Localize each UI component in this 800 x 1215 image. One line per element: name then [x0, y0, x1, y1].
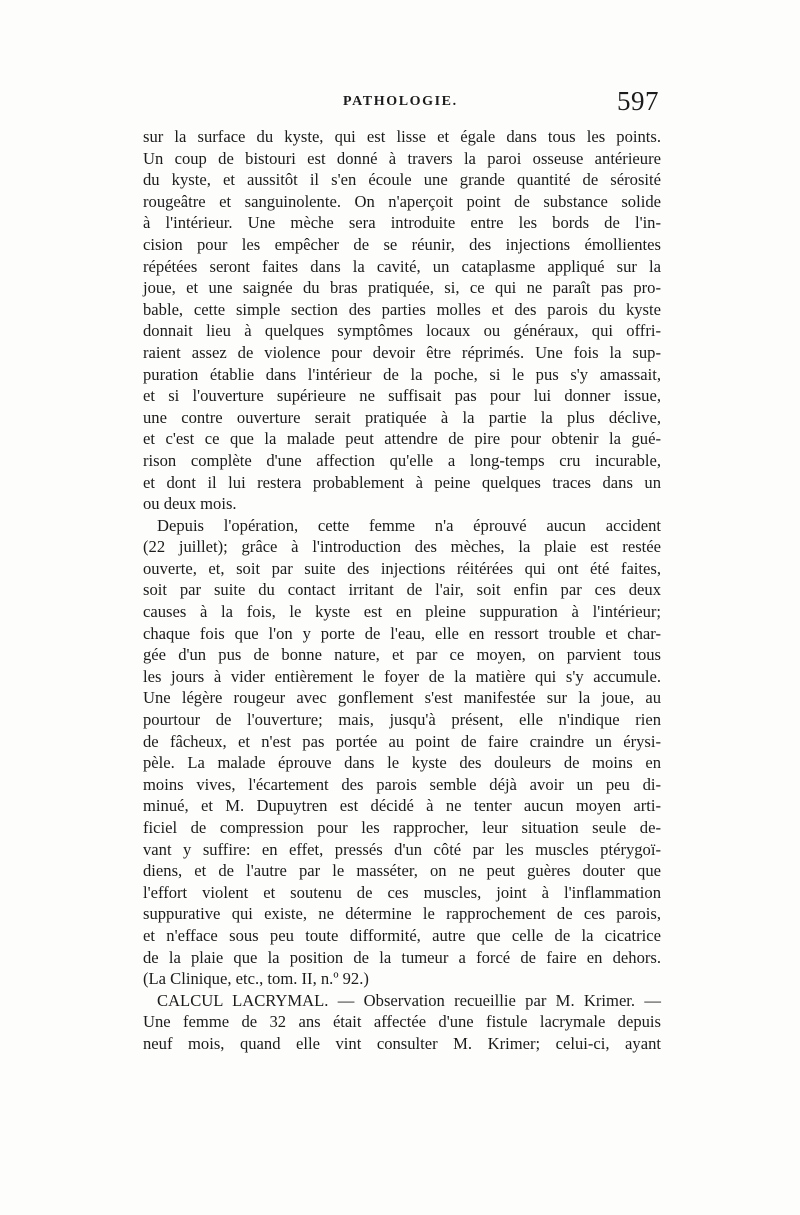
text-line: cision pour les empêcher de se réunir, des injections émollientes	[143, 234, 661, 254]
text-line: diens, et de l'autre par le masséter, on ne peut guères douter que	[143, 861, 661, 881]
text-line: et si l'ouverture supérieure ne suffisait pas pour lui donner issue,	[143, 386, 661, 406]
text-line: pèle. La malade éprouve dans le kyste des douleurs de moins en	[143, 753, 661, 773]
text-line: de fâcheux, et n'est pas portée au point de faire craindre un érysi-	[143, 731, 661, 751]
text-line: donnait lieu à quelques symptômes locaux ou généraux, qui offri-	[143, 321, 661, 341]
text-line: pourtour de l'ouverture; mais, jusqu'à présent, elle n'indique rien	[143, 710, 661, 730]
text-line: (La Clinique, etc., tom. II, n.º 92.)	[143, 969, 369, 989]
text-line: Depuis l'opération, cette femme n'a éprouvé aucun accident	[157, 515, 661, 535]
text-line: ficiel de compression pour les rapprocher, leur situation seule de-	[143, 818, 661, 837]
body-text	[143, 126, 661, 1055]
text-line: et c'est ce que la malade peut attendre de pire pour obtenir la gué-	[143, 429, 661, 449]
text-line: neuf mois, quand elle vint consulter M. Krimer; celui-ci, ayant	[143, 1033, 661, 1053]
text-line: sur la surface du kyste, qui est lisse et égale dans tous les points.	[143, 127, 661, 146]
text-line: bable, cette simple section des parties molles et des parois du kyste	[143, 299, 661, 319]
text-line: et n'efface sous peu toute difformité, autre que celle de la cicatrice	[143, 925, 661, 945]
text-line: Une légère rougeur avec gonflement s'est manifestée sur la joue, au	[143, 688, 661, 708]
text-line: Un coup de bistouri est donné à travers la paroi osseuse antérieure	[143, 148, 661, 168]
text-line: minué, et M. Dupuytren est décidé à ne tenter aucun moyen arti-	[143, 796, 661, 816]
text-line: Une femme de 32 ans était affectée d'une fistule lacrymale depuis	[143, 1012, 661, 1032]
text-line: vant y suffire: en effet, pressés d'un côté par les muscles ptérygoï-	[143, 839, 661, 859]
text-line: répétées seront faites dans la cavité, un cataplasme appliqué sur la	[143, 256, 661, 276]
text-line: (22 juillet); grâce à l'introduction des mèches, la plaie est restée	[143, 537, 661, 557]
text-line: les jours à vider entièrement le foyer de la matière qui s'y accumule.	[143, 666, 661, 686]
text-line: chaque fois que l'on y porte de l'eau, elle en ressort trouble et char-	[143, 623, 661, 643]
page-header	[143, 88, 661, 122]
text-line: CALCUL LACRYMAL. — Observation recueillie par M. Krimer. —	[157, 990, 661, 1010]
text-line: puration établie dans l'intérieur de la poche, si le pus s'y amassait,	[143, 364, 661, 384]
text-line: rison complète d'une affection qu'elle a long-temps cru incurable,	[143, 450, 661, 470]
text-line: du kyste, et aussitôt il s'en écoule une grande quantité de sérosité	[143, 170, 661, 190]
running-head: PATHOLOGIE.	[343, 94, 458, 109]
text-line: soit par suite du contact irritant de l'air, soit enfin par ces deux	[143, 580, 661, 600]
text-line: causes à la fois, le kyste est en pleine suppuration à l'intérieur;	[143, 602, 661, 622]
text-line: rougeâtre et sanguinolente. On n'aperçoit point de substance solide	[143, 191, 661, 211]
text-line: gée d'un pus de bonne nature, et par ce moyen, on parvient tous	[143, 645, 661, 665]
text-line: une contre ouverture serait pratiquée à la partie la plus déclive,	[143, 407, 661, 427]
text-line: ou deux mois.	[143, 494, 237, 514]
text-line: l'effort violent et soutenu de ces muscles, joint à l'inflammation	[143, 882, 661, 902]
page-number: 597	[617, 86, 659, 116]
text-line: à l'intérieur. Une mèche sera introduite entre les bords de l'in-	[143, 213, 661, 233]
text-line: moins vives, l'écartement des parois semble déjà avoir un peu di-	[143, 774, 661, 794]
text-line: ouverte, et, soit par suite des injections réitérées qui ont été faites,	[143, 558, 661, 578]
text-line: et dont il lui restera probablement à peine quelques traces dans un	[143, 472, 661, 492]
text-line: raient assez de violence pour devoir être réprimés. Une fois la sup-	[143, 342, 661, 362]
text-line: de la plaie que la position de la tumeur a forcé de faire en dehors.	[143, 947, 661, 967]
text-line: joue, et une saignée du bras pratiquée, si, ce qui ne paraît pas pro-	[143, 278, 661, 298]
text-line: suppurative qui existe, ne détermine le rapprochement de ces parois,	[143, 904, 661, 924]
